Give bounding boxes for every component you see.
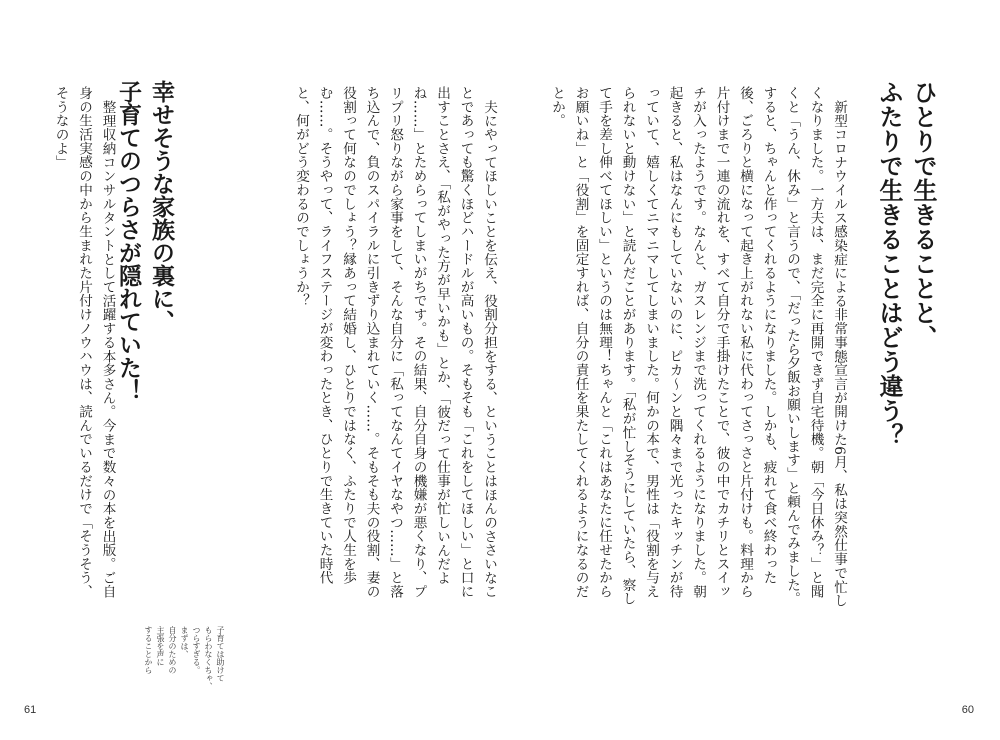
photo-caption: [142, 626, 226, 716]
page-number-left: 61: [24, 704, 37, 716]
paragraph: 整理収納コンサルタントとして活躍する本多さん。今まで数々の本を出版。ご自身の生活実感の中から生まれた片付けノウハウは、読んでいるだけで「そうそう、そうなのよ」: [52, 86, 116, 599]
heading-line-1: ひとりで生きることと、: [909, 80, 938, 350]
right-page: [500, 0, 1000, 740]
paragraph: 新型コロナウイルス感染症による非常事態宣言が開けた6月、私は突然仕事で忙しくなりました。一方夫は、まだ完全に再開できず自宅待機。朝「今日休み？」と聞くと「うん、休み」と言うので、「だったら夕飯お願いします」と頼んでみました。すると、ちゃんと作ってくれるようになりました。しかも、疲れて食べ終わった後、ごろりと横になって起き上がれない私に代わってさっさと片付けも。料理から片付けまで一連の流れを、すべて自分で手掛けたことで、彼の中でカチリとスイッチが入ったようです。なんと、ガスレンジまで洗ってくれるようになりました。朝起きると、私はなんにもしていないのに、ピカ～ンと隅々まで光ったキッチンが待っていて、嬉しくてニマニマしてしまいました。何かの本で、男性は「役割を与えられないと動けない」と読んだことがあります。「私が忙しそうにしていたら、察して手を差し伸べてほしい」というのは無理！ちゃんと「これはあなたに任せたからお願いね」と「役割」を固定すれば、自分の責任を果たしてくれるようになるのだとか。: [549, 86, 847, 608]
caption-line: 主張を声に: [156, 626, 165, 666]
body-text-right: [545, 86, 851, 608]
body-text-left-2: [48, 86, 119, 608]
page-number-right: 60: [961, 704, 974, 716]
heading-line-1: 幸せそうな家族の裏に、: [148, 80, 175, 333]
caption-line: 子育ては助けて: [216, 626, 225, 682]
caption-line: することから: [144, 626, 153, 674]
caption-line: まずは、: [180, 626, 189, 658]
heading-line-2: ふたりで生きることはどう違う？: [875, 80, 904, 448]
section-heading-left: [112, 80, 178, 500]
body-text-left: [289, 86, 501, 608]
section-heading-right: [872, 80, 940, 600]
heading-line-2: 子育てのつらさが隠れていた！: [115, 80, 142, 402]
caption-line: もらわなくちゃ、: [204, 626, 213, 690]
caption-line: 自分のための: [168, 626, 177, 674]
caption-line: つらすぎる。: [192, 626, 201, 674]
paragraph: 夫にやってほしいことを伝え、役割分担をする、ということはほんのささいなことであっても驚くほどハードルが高いもの。そもそも「これをしてほしい」と口に出すことさえ、「私がやった方が早いかも」とか、「彼だって仕事が忙しいんだよね……」とためらってしまいがちです。その結果、自分自身の機嫌が悪くなり、プリプリ怒りながら家事をして、そんな自分に「私ってなんてイヤなやつ……」と落ち込んで、負のスパイラルに引きずり込まれていく……。そもそも夫の役割、妻の役割って何なのでしょう？縁あって結婚し、ひとりではなく、ふたりで人生を歩む……。そうやって、ライフステージが変わったとき、ひとりで生きていた時代と、何がどう変わるのでしょうか？: [293, 86, 497, 599]
